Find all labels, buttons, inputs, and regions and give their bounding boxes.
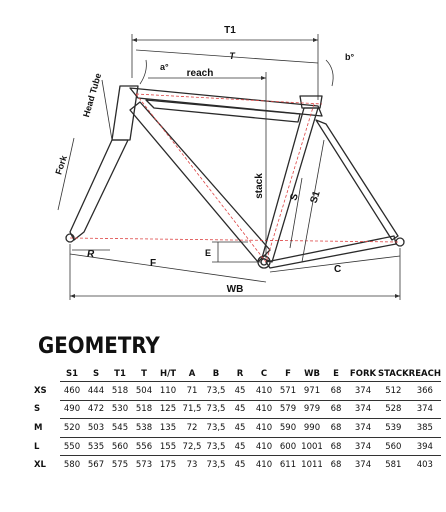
- table-row: [34, 382, 441, 401]
- table-cell: 550: [60, 437, 84, 456]
- table-cell: 512: [378, 382, 409, 401]
- table-cell: 72: [180, 419, 204, 438]
- head-tube-label: Head Tube: [81, 72, 104, 119]
- table-cell: 73,5: [204, 400, 228, 419]
- reach-dimension: [148, 68, 266, 98]
- table-cell: 1011: [300, 456, 324, 474]
- e-dimension: [205, 242, 262, 262]
- a-angle-label: a°: [160, 62, 169, 72]
- column-header: STACK: [378, 369, 409, 379]
- table-cell: 1001: [300, 437, 324, 456]
- table-cell: 68: [324, 437, 348, 456]
- table-cell: 490: [60, 400, 84, 419]
- table-cell: 611: [276, 456, 300, 474]
- table-cell: 444: [84, 382, 108, 401]
- table-cell: 71: [180, 382, 204, 401]
- table-cell: 68: [324, 400, 348, 419]
- column-header: REACH: [408, 369, 441, 379]
- table-cell: 73: [180, 456, 204, 474]
- table-cell: 535: [84, 437, 108, 456]
- table-cell: 374: [409, 400, 441, 419]
- table-cell: 556: [132, 437, 156, 456]
- column-header: E: [333, 369, 339, 379]
- table-cell: 600: [276, 437, 300, 456]
- table-cell: 73,5: [204, 382, 228, 401]
- table-cell: 73,5: [204, 456, 228, 474]
- reach-label: reach: [186, 68, 214, 79]
- column-header: C: [260, 369, 268, 379]
- table-cell: 560: [378, 437, 409, 456]
- table-cell: 110: [156, 382, 180, 401]
- table-cell: 581: [378, 456, 409, 474]
- table-cell: 366: [409, 382, 441, 401]
- column-header: S1: [65, 369, 79, 379]
- f-label: F: [150, 258, 157, 269]
- a-angle-arc: [140, 60, 146, 84]
- table-cell: 45: [228, 437, 252, 456]
- table-cell: 590: [276, 419, 300, 438]
- b-angle-label: b°: [345, 52, 355, 62]
- table-cell: 45: [228, 419, 252, 438]
- s-label: S: [288, 192, 301, 203]
- table-cell: 504: [132, 382, 156, 401]
- r-label: R: [87, 249, 95, 260]
- table-cell: 518: [132, 400, 156, 419]
- column-header: WB: [304, 369, 320, 379]
- table-cell: 410: [252, 456, 276, 474]
- table-cell: 571: [276, 382, 300, 401]
- column-header: A: [188, 369, 196, 379]
- column-header: FORK: [349, 369, 377, 379]
- e-label: E: [205, 248, 212, 258]
- table-row: [34, 400, 441, 419]
- table-cell: 560: [108, 437, 132, 456]
- table-cell: 410: [252, 382, 276, 401]
- table-cell: 155: [156, 437, 180, 456]
- size-cell: S: [34, 404, 41, 415]
- stack-label: stack: [254, 173, 265, 199]
- size-cell: L: [34, 441, 40, 452]
- f-dimension: [70, 254, 266, 282]
- head-tube-dimension-line: [102, 80, 112, 140]
- table-cell: 73,5: [204, 419, 228, 438]
- table-cell: 68: [324, 382, 348, 401]
- t-label: T: [229, 51, 235, 61]
- table-cell: 538: [132, 419, 156, 438]
- table-cell: 374: [348, 419, 378, 438]
- table-cell: 520: [60, 419, 84, 438]
- table-row: [34, 437, 441, 456]
- column-header: T1: [114, 369, 126, 379]
- bike-frame: [66, 86, 404, 268]
- table-cell: 472: [84, 400, 108, 419]
- table-cell: 503: [84, 419, 108, 438]
- column-header: S: [92, 369, 100, 379]
- column-header: T: [141, 369, 147, 379]
- table-cell: 45: [228, 400, 252, 419]
- table-cell: 71,5: [180, 400, 204, 419]
- table-cell: 73,5: [204, 437, 228, 456]
- column-header: R: [236, 369, 244, 379]
- column-header: [34, 367, 60, 382]
- geometry-guides: [70, 94, 400, 262]
- table-cell: 530: [108, 400, 132, 419]
- size-cell: XS: [34, 385, 47, 396]
- size-cell: M: [34, 422, 43, 433]
- table-cell: 460: [60, 382, 84, 401]
- s1-dimension-line: [302, 140, 324, 262]
- table-cell: 135: [156, 419, 180, 438]
- table-cell: 573: [132, 456, 156, 474]
- table-cell: 385: [409, 419, 441, 438]
- table-header-row: [34, 367, 441, 382]
- table-cell: 579: [276, 400, 300, 419]
- column-header: F: [285, 369, 291, 379]
- column-header: B: [212, 369, 220, 379]
- table-cell: 539: [378, 419, 409, 438]
- table-cell: 45: [228, 382, 252, 401]
- geometry-title: GEOMETRY: [38, 334, 160, 359]
- b-angle-arc: [326, 60, 333, 86]
- table-cell: 125: [156, 400, 180, 419]
- table-cell: 410: [252, 419, 276, 438]
- c-label: C: [334, 264, 342, 275]
- table-cell: 979: [300, 400, 324, 419]
- s-dimension-line: [290, 178, 302, 248]
- fork-label: Fork: [53, 154, 69, 176]
- size-cell: XL: [34, 459, 46, 470]
- c-dimension: [270, 256, 400, 275]
- table-cell: 403: [409, 456, 441, 474]
- table-cell: 410: [252, 437, 276, 456]
- geometry-table: [34, 367, 441, 474]
- table-cell: 175: [156, 456, 180, 474]
- table-cell: 545: [108, 419, 132, 438]
- table-cell: 971: [300, 382, 324, 401]
- table-cell: 575: [108, 456, 132, 474]
- table-cell: 68: [324, 456, 348, 474]
- column-header: H/T: [159, 369, 177, 379]
- t1-label: T1: [224, 25, 236, 36]
- table-row: [34, 456, 441, 474]
- s1-label: S1: [308, 189, 323, 205]
- table-cell: 394: [409, 437, 441, 456]
- table-cell: 567: [84, 456, 108, 474]
- table-cell: 580: [60, 456, 84, 474]
- wb-label: WB: [226, 284, 244, 295]
- table-cell: 990: [300, 419, 324, 438]
- table-cell: 374: [348, 400, 378, 419]
- table-cell: 45: [228, 456, 252, 474]
- table-cell: 518: [108, 382, 132, 401]
- table-row: [34, 419, 441, 438]
- table-cell: 374: [348, 382, 378, 401]
- table-cell: 410: [252, 400, 276, 419]
- table-cell: 72,5: [180, 437, 204, 456]
- table-cell: 528: [378, 400, 409, 419]
- table-cell: 68: [324, 419, 348, 438]
- table-cell: 374: [348, 437, 378, 456]
- table-cell: 374: [348, 456, 378, 474]
